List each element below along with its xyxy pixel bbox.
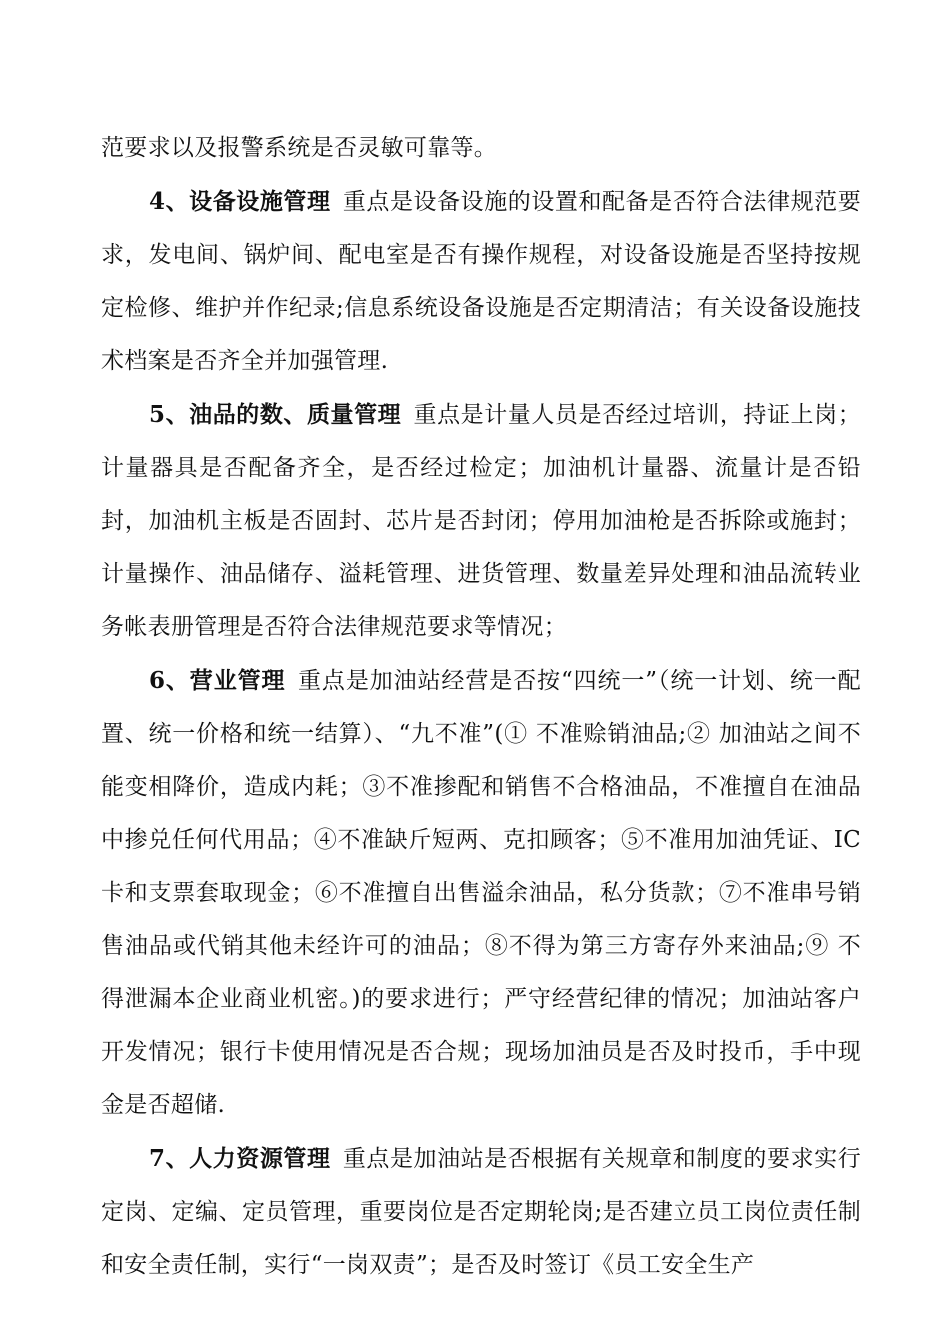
section-heading: 5、油品的数、质量管理 <box>149 401 402 428</box>
paragraph-body: 重点是设备设施的设置和配备是否符合法律规范要求，发电间、锅炉间、配电室是否有操作规程，对设备设施是否坚持按规定检修、维护并作纪录;信息系统设备设施是否定期清洁；有关设备设施技术档案是否齐全并加强管理. <box>101 189 862 374</box>
paragraph-body: 重点是加油站经营是否按“四统一”（统一计划、统一配置、统一价格和统一结算）、“九不准”(① 不准赊销油品;② 加油站之间不能变相降价，造成内耗；③不准掺配和销售不合格油品，不准擅自在油品中掺兑任何代用品；④不准缺斤短两、克扣顾客；⑤不准用加油凭证、IC 卡和支票套取现金；⑥不准擅自出售溢余油品，私分货款；⑦不准串号销售油品或代销其他未经许可的油品；⑧不得为第三方寄存外来油品;⑨ 不得泄漏本企业商业机密。)的要求进行；严守经营纪律的情况；加油站客户开发情况；银行卡使用情况是否合规；现场加油员是否及时投币，手中现金是否超储. <box>101 668 861 1118</box>
paragraph-human-resources <box>101 1132 861 1292</box>
section-heading: 6、营业管理 <box>149 667 286 694</box>
paragraph-oil-quantity-quality <box>101 388 861 654</box>
paragraph-body: 范要求以及报警系统是否灵敏可靠等。 <box>101 135 498 161</box>
paragraph-continuation <box>101 122 861 175</box>
paragraph-equipment-management <box>101 175 861 388</box>
paragraph-business-management <box>101 654 861 1132</box>
paragraph-body: 重点是计量人员是否经过培训，持证上岗；计量器具是否配备齐全，是否经过检定；加油机计量器、流量计是否铅封，加油机主板是否固封、芯片是否封闭；停用加油枪是否拆除或施封；计量操作、油品储存、溢耗管理、进货管理、数量差异处理和油品流转业务帐表册管理是否符合法律规范要求等情况； <box>101 402 861 640</box>
section-heading: 4、设备设施管理 <box>149 188 331 215</box>
document-body <box>101 122 861 1292</box>
paragraph-body: 重点是加油站是否根据有关规章和制度的要求实行定岗、定编、定员管理，重要岗位是否定期轮岗;是否建立员工岗位责任制和安全责任制，实行“一岗双责”；是否及时签订《员工安全生产 <box>101 1146 862 1278</box>
section-heading: 7、人力资源管理 <box>149 1145 331 1172</box>
